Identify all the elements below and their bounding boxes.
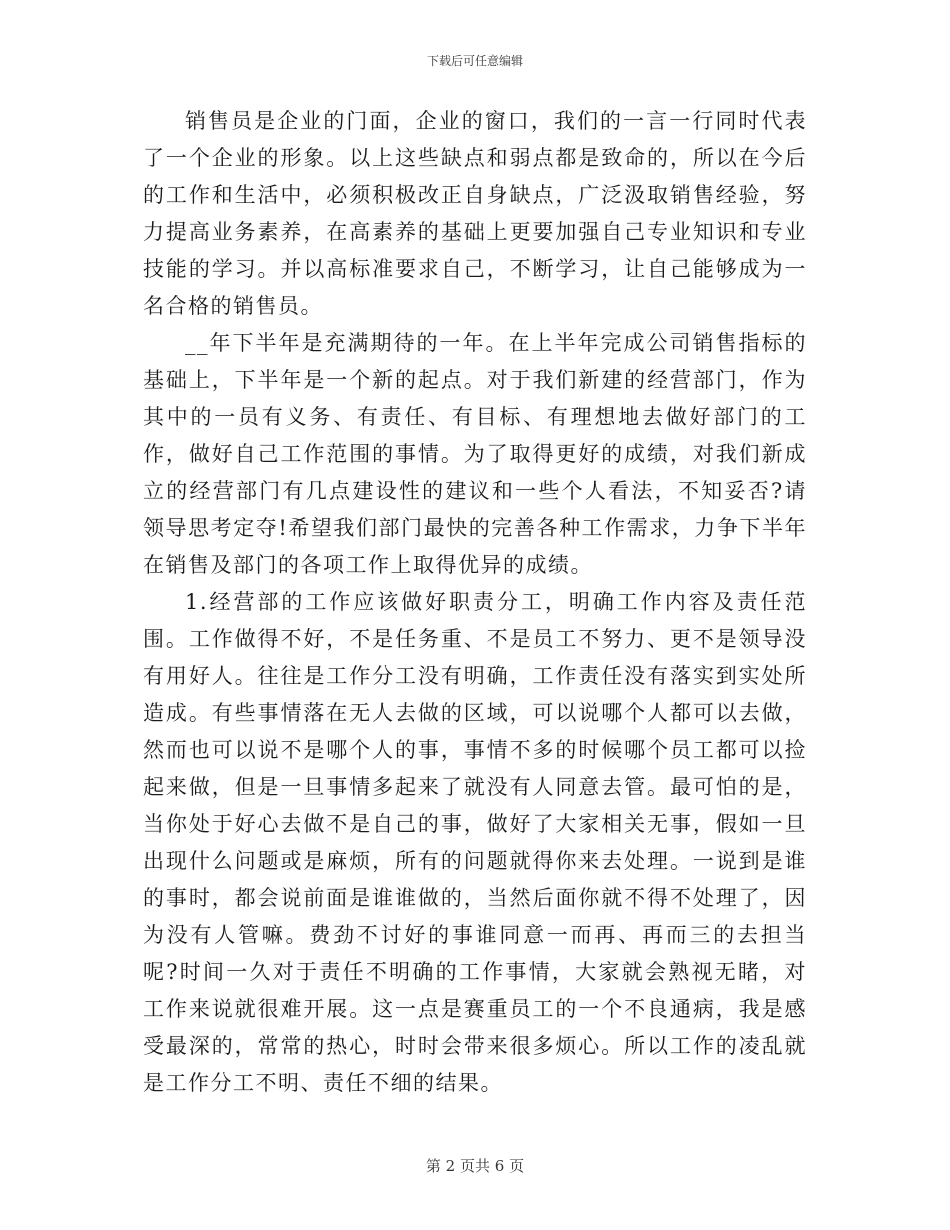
paragraph-2: __年下半年是充满期待的一年。在上半年完成公司销售指标的基础上，下半年是一个新的起点。对于我们新建的经营部门，作为其中的一员有义务、有责任、有目标、有理想地去做好部门的工作，做好自己工作范围的事情。为了取得更好的成绩，对我们新成立的经营部门有几点建设性的建议和一些个人看法，不知妥否?请领导思考定夺!希望我们部门最快的完善各种工作需求，力争下半年在销售及部门的各项工作上取得优异的成绩。 (143, 331, 807, 577)
paragraph-1: 销售员是企业的门面，企业的窗口，我们的一言一行同时代表了一个企业的形象。以上这些缺点和弱点都是致命的，所以在今后的工作和生活中，必须积极改正自身缺点，广泛汲取销售经验，努力提高业务素养，在高素养的基础上更要加强自己专业知识和专业技能的学习。并以高标准要求自己，不断学习，让自己能够成为一名合格的销售员。 (143, 109, 807, 318)
page-header: 下载后可任意编辑 (426, 54, 523, 68)
paragraph-3: 1.经营部的工作应该做好职责分工，明确工作内容及责任范围。工作做得不好，不是任务重、不是员工不努力、更不是领导没有用好人。往往是工作分工没有明确，工作责任没有落实到实处所造成。有些事情落在无人去做的区域，可以说哪个人都可以去做，然而也可以说不是哪个人的事，事情不多的时候哪个员工都可以捡起来做，但是一旦事情多起来了就没有人同意去管。最可怕的是，当你处于好心去做不是自己的事，做好了大家相关无事，假如一旦出现什么问题或是麻烦，所有的问题就得你来去处理。一说到是谁的事时，都会说前面是谁谁做的，当然后面你就不得不处理了，因为没有人管嘛。费劲不讨好的事谁同意一而再、再而三的去担当呢?时间一久对于责任不明确的工作事情，大家就会熟视无睹，对工作来说就很难开展。这一点是赛重员工的一个不良通病，我是感受最深的，常常的热心，时时会带来很多烦心。所以工作的凌乱就是工作分工不明、责任不细的结果。 (143, 590, 807, 1095)
document-body (143, 103, 807, 1102)
page-footer: 第 2 页共 6 页 (425, 1157, 525, 1175)
